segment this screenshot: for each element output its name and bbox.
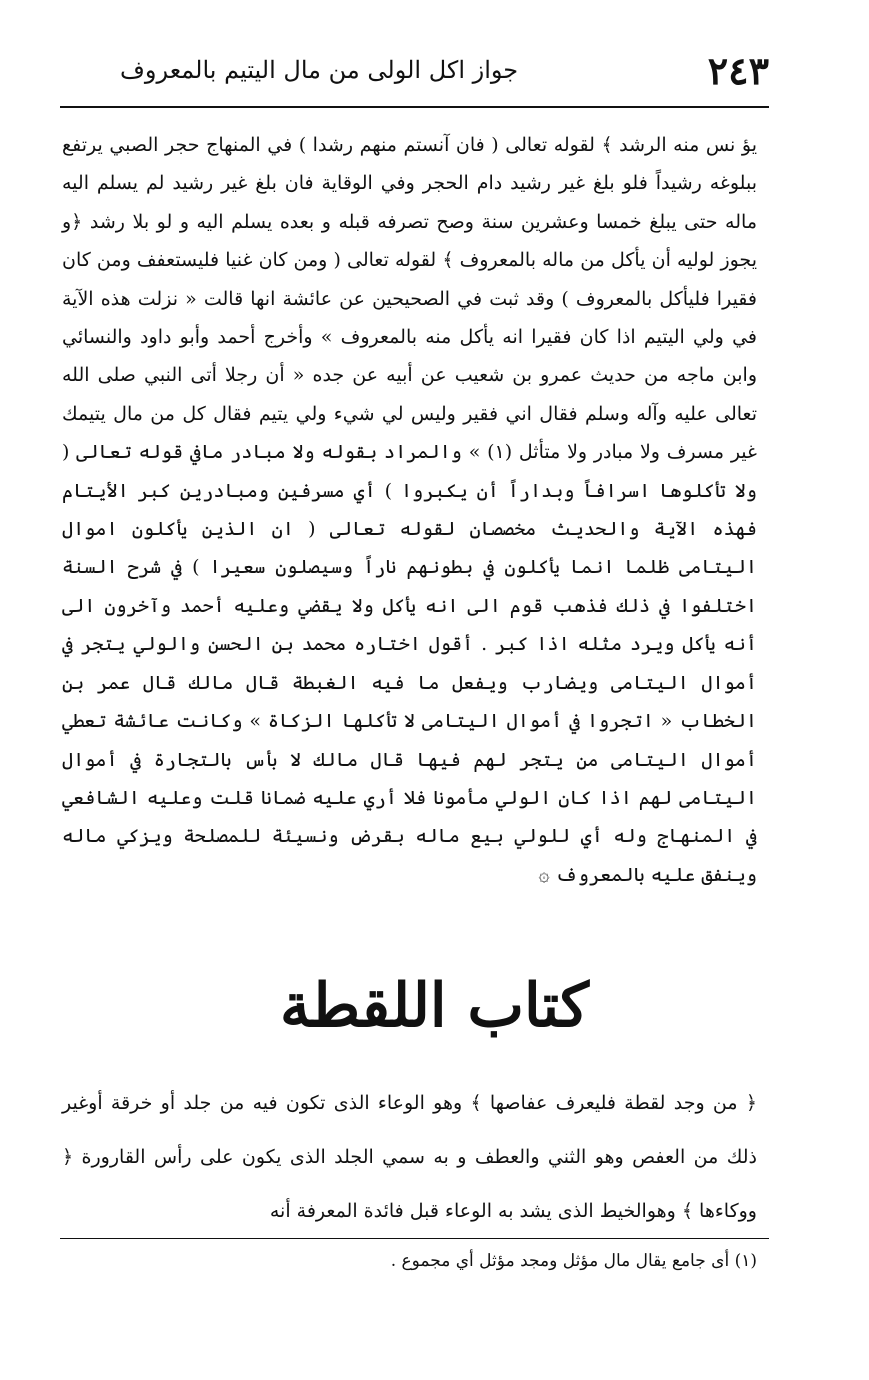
footnote: (١) أى جامع يقال مال مؤثل ومجد مؤثل أي مجموع . bbox=[390, 1251, 757, 1271]
chapter-paragraph: ﴿ من وجد لقطة فليعرف عفاصها ﴾ وهو الوعاء الذى تكون فيه من جلد أو خرقة أوغير ذلك من العفص وهو الثني والعطف و به سمي الجلد الذى يكون على رأس القارورة ﴿ ووكاءها ﴾ وهوالخيط الذى يشد به الوعاء قبل فائدة المعرفة أنه bbox=[62, 1092, 757, 1222]
chapter-title: كتاب اللقطة bbox=[280, 971, 589, 1041]
main-paragraph: يؤ نس منه الرشد ﴾ لقوله تعالى ( فان آنستم منهم رشدا ) في المنهاج حجر الصبي يرتفع ببلوغه رشيداً فلو بلغ غير رشيد دام الحجر وفي الوقاية فان بلغ غير رشيد لم يسلم اليه ماله حتى يبلغ خمسا وعشرين سنة وصح تصرفه قبله و بعده يسلم اليه و لو بلا رشد ﴿و يجوز لوليه أن يأكل من ماله بالمعروف ﴾ لقوله تعالى ( ومن كان غنيا فليستعفف ومن كان فقيرا فليأكل بالمعروف ) وقد ثبت في الصحيحين عن عائشة انها قالت « نزلت هذه الآية في ولي اليتيم اذا كان فقيرا انه يأكل منه بالمعروف » وأخرج أحمد وأبو داود والنسائي وابن ماجه من حديث عمرو بن شعيب عن أبيه عن جده « أن رجلا أتى النبي صلى الله تعالى عليه وآله وسلم فقال اني فقير وليس لي شيء ولي يتيم فقال كل من مال يتيمك غير مسرف ولا مبادر ولا متأثل (١) » والمراد بقوله ولا مبادر مافي قوله تعالى ( ولا تأكلوها اسرافاً وبداراً أن يكبروا ) أي مسرفين ومبادرين كبر الأيتام فهذه الآية والحديث مخصصان لقوله تعالى ( ان الذين يأكلون اموال اليتامى ظلما انما يأكلون في بطونهم ناراً وسيصلون سعيرا ) في شرح السنة اختلفوا في ذلك فذهب قوم الى انه يأكل ولا يقضي وعليه أحمد وآخرون الى أنه يأكل ويرد مثله اذا كبر . أقول اختاره محمد بن الحسن والولي يتجر في أموال اليتامى ويضارب ويفعل ما فيه الغبطة قال مالك قال عمر بن الخطاب « اتجروا في أموال اليتامى لا تأكلها الزكاة » وكانت عائشة تعطي أموال اليتامى من يتجر لهم فيها قال مالك لا بأس بالتجارة في أموال اليتامى لهم اذا كان الولي مأمونا فلا أري عليه ضمانا قلت وعليه الشافعي في المنهاج وله أي للولي بيع ماله بقرض ونسيئة للمصلحة ويزكي ماله وينفق عليه بالمعروف ۞ bbox=[62, 134, 757, 886]
footnote-rule bbox=[60, 1238, 769, 1239]
running-title: جواز اكل الولى من مال اليتيم بالمعروف bbox=[120, 56, 519, 84]
page-header bbox=[60, 40, 769, 100]
header-rule bbox=[60, 106, 769, 108]
main-text bbox=[62, 126, 757, 894]
page-number: ٢٤٣ bbox=[707, 47, 769, 93]
chapter-text bbox=[62, 1076, 757, 1238]
